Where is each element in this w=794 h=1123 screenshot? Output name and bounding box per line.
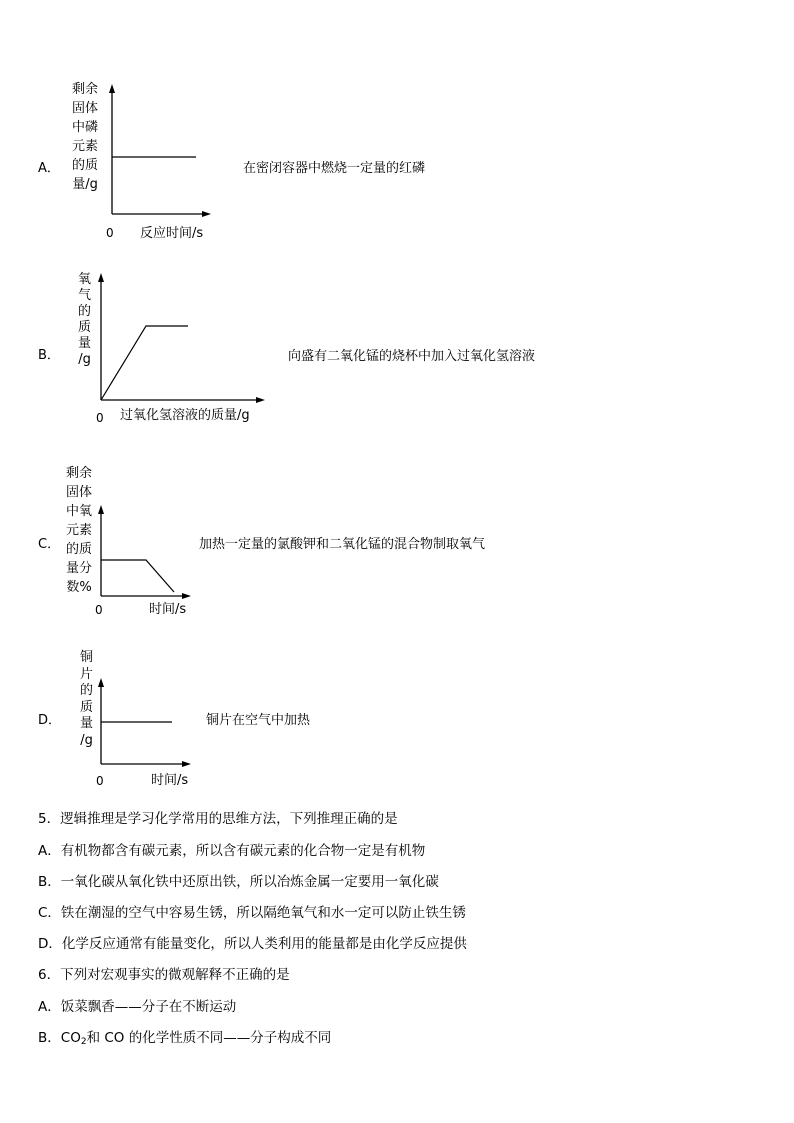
y-label-line: 质: [78, 320, 92, 335]
origin-label: 0: [95, 603, 103, 617]
y-label-line: 元素: [72, 139, 99, 154]
x-axis-label: 反应时间/s: [140, 226, 204, 241]
x-axis-arrow: [182, 761, 191, 767]
y-label-line: 量分: [66, 561, 93, 576]
answer-option-b: B．一氧化碳从氧化铁中还原出铁，所以冶炼金属一定要用一氧化碳: [38, 874, 439, 890]
option-letter: B．: [38, 348, 60, 363]
y-label-line: 的: [80, 683, 94, 698]
y-label-line: 氧: [78, 272, 92, 287]
y-label-line: 的质: [72, 158, 99, 173]
y-label-line: 铜: [80, 650, 94, 665]
x-axis-label: 过氧化氢溶液的质量/g: [120, 408, 250, 423]
y-label-line: 片: [80, 666, 94, 682]
y-label-line: /g: [80, 732, 93, 748]
y-label-line: 的: [78, 304, 92, 319]
origin-label: 0: [96, 774, 104, 788]
y-label-line: 量: [78, 336, 92, 351]
option-b-prefix: B．CO: [38, 1030, 81, 1046]
answer-option-a: A．有机物都含有碳元素，所以含有碳元素的化合物一定是有机物: [38, 843, 426, 859]
y-label-line: 中磷: [72, 120, 99, 135]
y-label-line: 剩余: [72, 82, 99, 97]
question-stem: 5．逻辑推理是学习化学常用的思维方法，下列推理正确的是: [38, 811, 398, 827]
origin-label: 0: [106, 226, 114, 240]
y-label-line: 的质: [66, 542, 93, 557]
y-label-line: 固体: [66, 485, 93, 500]
option-letter: A．: [38, 161, 60, 176]
option-description: 向盛有二氧化锰的烧杯中加入过氧化氢溶液: [288, 349, 536, 364]
subscript: 2: [80, 1037, 87, 1047]
answer-option-a: A．饭菜飘香——分子在不断运动: [38, 999, 237, 1015]
y-label-line: 元素: [66, 523, 93, 538]
answer-option-d: D．化学反应通常有能量变化，所以人类利用的能量都是由化学反应提供: [38, 936, 467, 952]
y-label-line: 量/g: [72, 177, 98, 192]
y-label-line: 剩余: [66, 466, 93, 481]
y-label-line: 中氧: [66, 504, 93, 519]
option-description: 加热一定量的氯酸钾和二氧化锰的混合物制取氧气: [199, 537, 486, 552]
option-description: 在密闭容器中燃烧一定量的红磷: [243, 161, 426, 176]
y-label-line: 固体: [72, 101, 99, 116]
x-axis-label: 时间/s: [151, 773, 189, 788]
y-axis-arrow: [98, 678, 104, 687]
y-label-line: 质: [80, 699, 94, 715]
option-letter: D．: [38, 713, 62, 728]
y-label-line: 数%: [66, 580, 92, 595]
option-b-suffix: 和 CO 的化学性质不同——分子构成不同: [86, 1030, 332, 1046]
answer-option-b: [38, 1029, 331, 1051]
x-axis-label: 时间/s: [149, 602, 187, 617]
y-label-line: 气: [78, 288, 92, 303]
y-label-line: 量: [80, 716, 94, 731]
origin-label: 0: [96, 411, 104, 425]
option-description: 铜片在空气中加热: [206, 713, 311, 728]
option-letter: C．: [38, 537, 61, 552]
y-label-line: /g: [78, 352, 91, 367]
answer-option-c: C．铁在潮湿的空气中容易生锈，所以隔绝氧气和水一定可以防止铁生锈: [38, 905, 466, 921]
question-stem: 6．下列对宏观事实的微观解释不正确的是: [38, 967, 290, 983]
